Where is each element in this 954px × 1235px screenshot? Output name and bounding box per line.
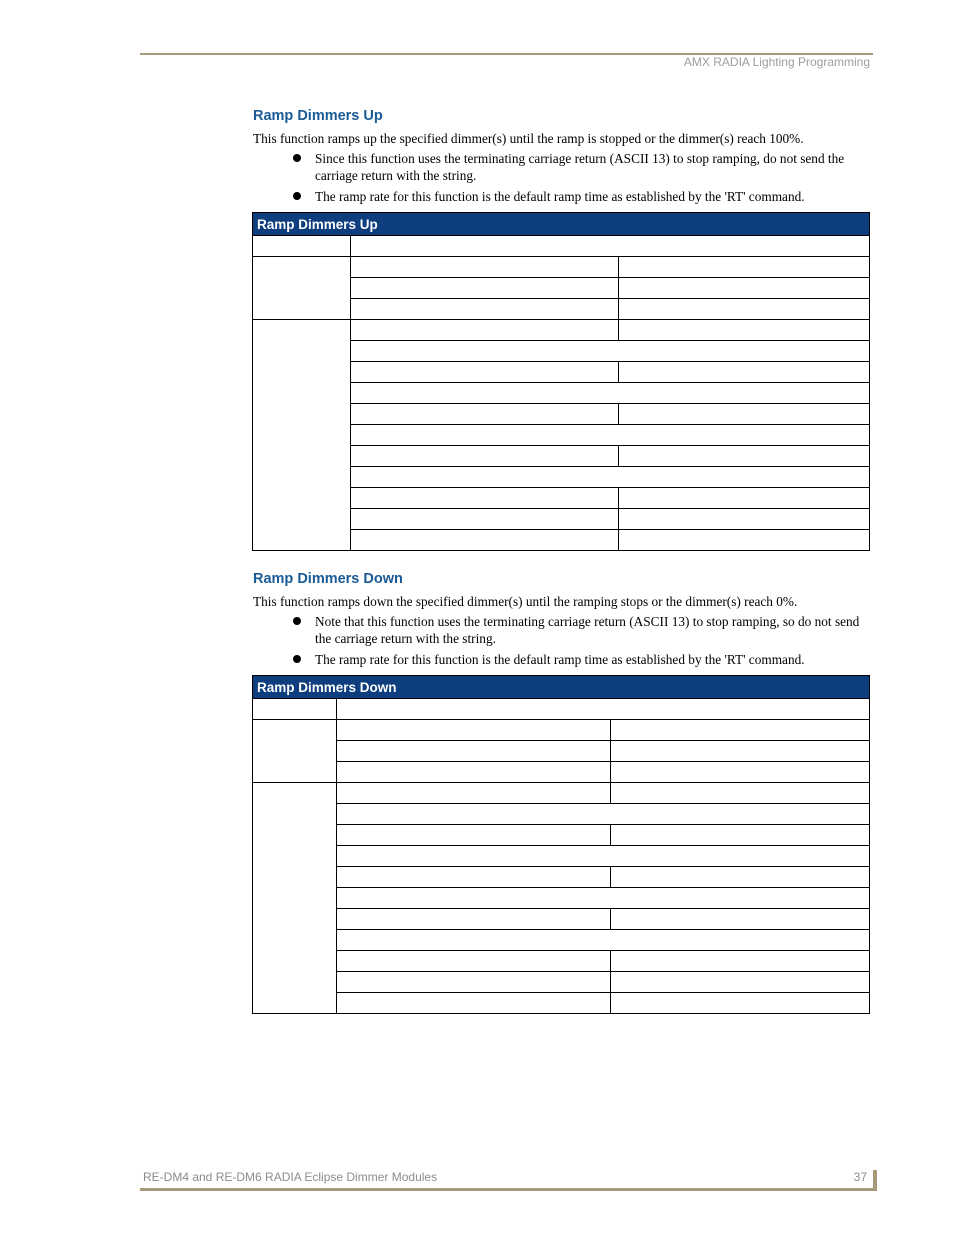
- footer-document-title: RE-DM4 and RE-DM6 RADIA Eclipse Dimmer Modules: [143, 1170, 438, 1184]
- table-cell: [619, 446, 870, 467]
- table-row: [253, 972, 870, 993]
- table-row: [253, 699, 870, 720]
- bullet-text: Since this function uses the terminating carriage return (ASCII 13) to stop ramping, do not send the carriage return with the string.: [315, 151, 845, 183]
- table-cell: [253, 320, 351, 551]
- bullet-list-ramp-up: [253, 150, 869, 205]
- table-cell: [611, 951, 870, 972]
- table-cell: [337, 783, 611, 804]
- list-item: [253, 150, 869, 184]
- table-cell: [337, 930, 870, 951]
- table-cell: [619, 530, 870, 551]
- table-cell: [351, 383, 870, 404]
- table-cell: [619, 404, 870, 425]
- table-row: [253, 257, 870, 278]
- table-cell: [619, 257, 870, 278]
- table-cell: [337, 888, 870, 909]
- section-heading-ramp-down: Ramp Dimmers Down: [253, 571, 403, 587]
- list-item: [253, 651, 869, 668]
- table-cell: [337, 720, 611, 741]
- bullet-icon: [293, 655, 301, 663]
- section-intro-ramp-up: This function ramps up the specified dimmer(s) until the ramp is stopped or the dimmer(s) reach 100%.: [253, 131, 804, 146]
- table-cell: [337, 804, 870, 825]
- table-cell: [337, 993, 611, 1014]
- command-table-ramp-up: [252, 212, 870, 551]
- table-row: [253, 783, 870, 804]
- table-cell: [351, 509, 619, 530]
- table-cell: [351, 236, 870, 257]
- table-cell: [351, 341, 870, 362]
- table-row: [253, 909, 870, 930]
- list-item: [253, 188, 869, 205]
- bullet-text: The ramp rate for this function is the default ramp time as established by the 'RT' command.: [315, 189, 805, 204]
- table-cell: [337, 951, 611, 972]
- table-cell: [351, 257, 619, 278]
- table-cell: [611, 783, 870, 804]
- bullet-icon: [293, 617, 301, 625]
- table-cell: [337, 741, 611, 762]
- table-row: [253, 867, 870, 888]
- section-heading-ramp-up: Ramp Dimmers Up: [253, 108, 383, 124]
- table-cell: [619, 362, 870, 383]
- table-cell: [619, 299, 870, 320]
- table-cell: [351, 299, 619, 320]
- table-row: [253, 888, 870, 909]
- table-cell: [611, 720, 870, 741]
- table-cell: [619, 488, 870, 509]
- table-cell: [611, 762, 870, 783]
- table-row: [253, 762, 870, 783]
- table-row: [253, 804, 870, 825]
- page-number: 37: [853, 1170, 867, 1184]
- table-cell: [351, 530, 619, 551]
- table-cell: [253, 236, 351, 257]
- command-table-ramp-down: [252, 675, 870, 1014]
- table-cell: [253, 720, 337, 783]
- table-cell: [337, 825, 611, 846]
- table-cell: [351, 446, 619, 467]
- bullet-text: The ramp rate for this function is the default ramp time as established by the 'RT' command.: [315, 652, 805, 667]
- table-cell: [351, 488, 619, 509]
- table-cell: [619, 320, 870, 341]
- table-cell: [337, 846, 870, 867]
- table-cell: [351, 362, 619, 383]
- table-cell: [351, 467, 870, 488]
- bullet-icon: [293, 192, 301, 200]
- table-cell: [337, 867, 611, 888]
- footer-rule: [140, 1188, 877, 1191]
- table-cell: [351, 425, 870, 446]
- table-cell: [619, 278, 870, 299]
- bullet-icon: [293, 154, 301, 162]
- table-cell: [611, 993, 870, 1014]
- list-item: [253, 613, 869, 647]
- table-title: Ramp Dimmers Up: [253, 213, 870, 236]
- table-row: [253, 951, 870, 972]
- section-intro-ramp-down: This function ramps down the specified dimmer(s) until the ramping stops or the dimmer(s) reach 0%.: [253, 594, 798, 609]
- table-cell: [351, 404, 619, 425]
- bullet-text: Note that this function uses the terminating carriage return (ASCII 13) to stop ramping, so do not send the carriage return with the string.: [315, 614, 860, 646]
- table-cell: [253, 783, 337, 1014]
- table-row: [253, 825, 870, 846]
- table-cell: [337, 762, 611, 783]
- table-cell: [337, 972, 611, 993]
- table-row: [253, 320, 870, 341]
- table-cell: [351, 320, 619, 341]
- table-cell: [611, 741, 870, 762]
- table-cell: [611, 825, 870, 846]
- table-row: [253, 930, 870, 951]
- table-cell: [619, 509, 870, 530]
- table-cell: [253, 699, 337, 720]
- table-row: [253, 993, 870, 1014]
- table-cell: [337, 699, 870, 720]
- table-cell: [337, 909, 611, 930]
- bullet-list-ramp-down: [253, 613, 869, 668]
- table-cell: [351, 278, 619, 299]
- table-row: [253, 236, 870, 257]
- table-row: [253, 741, 870, 762]
- table-row: [253, 846, 870, 867]
- table-cell: [611, 972, 870, 993]
- table-title: Ramp Dimmers Down: [253, 676, 870, 699]
- running-header: AMX RADIA Lighting Programming: [683, 55, 870, 69]
- table-row: [253, 720, 870, 741]
- table-cell: [253, 257, 351, 320]
- table-cell: [611, 909, 870, 930]
- table-cell: [611, 867, 870, 888]
